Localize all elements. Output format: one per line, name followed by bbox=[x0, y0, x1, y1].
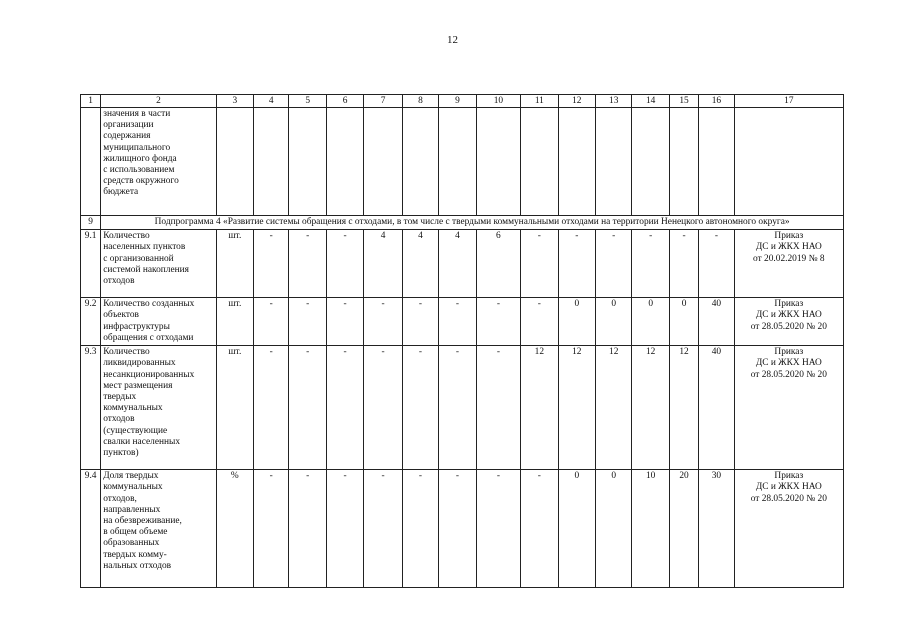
column-header-3: 3 bbox=[216, 95, 253, 108]
empty-cell bbox=[558, 108, 595, 216]
value-cell-col-11: 12 bbox=[521, 346, 558, 470]
indicator-name-line: нальных отходов bbox=[103, 560, 172, 571]
indicator-name-line: отходов bbox=[103, 276, 135, 287]
value-cell-col-5: - bbox=[289, 230, 326, 298]
value-cell-col-9: - bbox=[439, 346, 476, 470]
unit-cell: % bbox=[216, 470, 253, 588]
empty-cell bbox=[326, 108, 363, 216]
value-cell-col-14: 10 bbox=[632, 470, 669, 588]
empty-cell bbox=[439, 108, 476, 216]
column-header-9: 9 bbox=[439, 95, 476, 108]
column-header-15: 15 bbox=[669, 95, 698, 108]
value-cell-col-15: 0 bbox=[669, 298, 698, 346]
indicator-name-line: Количество bbox=[103, 347, 150, 358]
column-header-11: 11 bbox=[521, 95, 558, 108]
value-cell-col-15: 12 bbox=[669, 346, 698, 470]
value-cell-col-8: - bbox=[402, 298, 438, 346]
value-cell-col-6: - bbox=[326, 230, 363, 298]
indicator-name-line: твердых комму- bbox=[103, 549, 167, 560]
value-cell-col-9: - bbox=[439, 470, 476, 588]
indicator-name-cell bbox=[101, 346, 216, 470]
unit-cell: шт. bbox=[216, 346, 253, 470]
value-cell-col-6: - bbox=[326, 298, 363, 346]
empty-cell bbox=[364, 108, 402, 216]
column-header-17: 17 bbox=[734, 95, 843, 108]
indicator-name-line: населенных пунктов bbox=[103, 242, 186, 253]
table-row bbox=[81, 470, 844, 588]
value-cell-col-14: 12 bbox=[632, 346, 669, 470]
value-cell-col-9: - bbox=[439, 298, 476, 346]
indicator-name-cell bbox=[101, 298, 216, 346]
value-cell-col-7: - bbox=[364, 470, 402, 588]
empty-cell bbox=[476, 108, 521, 216]
source-document-line: от 20.02.2019 № 8 bbox=[753, 253, 825, 264]
source-document-cell bbox=[734, 230, 843, 298]
indicator-name-line: коммунальных bbox=[103, 403, 163, 414]
continuation-row bbox=[81, 108, 844, 216]
empty-cell bbox=[596, 108, 632, 216]
value-cell-col-7: - bbox=[364, 346, 402, 470]
column-header-7: 7 bbox=[364, 95, 402, 108]
indicator-name-line: несанкционированных bbox=[103, 369, 195, 380]
value-cell-col-13: 0 bbox=[596, 470, 632, 588]
value-cell-col-4: - bbox=[254, 230, 289, 298]
value-cell-col-11: - bbox=[521, 298, 558, 346]
column-header-14: 14 bbox=[632, 95, 669, 108]
value-cell-col-4: - bbox=[254, 470, 289, 588]
source-document-cell bbox=[734, 470, 843, 588]
section-number: 9 bbox=[81, 216, 101, 230]
value-cell-col-7: 4 bbox=[364, 230, 402, 298]
source-document-line: ДС и ЖКХ НАО bbox=[755, 242, 822, 253]
column-header-4: 4 bbox=[254, 95, 289, 108]
value-cell-col-16: 40 bbox=[699, 346, 734, 470]
indicator-name-line: муниципального bbox=[103, 142, 171, 153]
empty-cell bbox=[521, 108, 558, 216]
indicator-name-line: бюджета bbox=[103, 187, 139, 198]
indicator-name-line: Количество созданных bbox=[103, 299, 195, 310]
row-number: 9.4 bbox=[81, 470, 101, 588]
unit-cell: шт. bbox=[216, 298, 253, 346]
value-cell-col-10: 6 bbox=[476, 230, 521, 298]
column-header-8: 8 bbox=[402, 95, 438, 108]
indicator-name-line: твердых bbox=[103, 392, 137, 403]
empty-cell bbox=[289, 108, 326, 216]
value-cell-col-11: - bbox=[521, 470, 558, 588]
indicators-table bbox=[80, 94, 844, 588]
value-cell-col-8: 4 bbox=[402, 230, 438, 298]
value-cell-col-11: - bbox=[521, 230, 558, 298]
source-document-line: от 28.05.2020 № 20 bbox=[750, 369, 827, 380]
source-document-line: Приказ bbox=[774, 299, 804, 310]
indicator-name-line: свалки населенных bbox=[103, 436, 181, 447]
value-cell-col-13: 0 bbox=[596, 298, 632, 346]
indicator-name-line: организации bbox=[103, 120, 154, 131]
empty-cell bbox=[632, 108, 669, 216]
indicator-name-line: жилищного фонда bbox=[103, 153, 177, 164]
value-cell-col-12: 0 bbox=[558, 298, 595, 346]
unit-cell: шт. bbox=[216, 230, 253, 298]
value-cell-col-6: - bbox=[326, 470, 363, 588]
value-cell-col-14: 0 bbox=[632, 298, 669, 346]
value-cell-col-16: - bbox=[699, 230, 734, 298]
section-row bbox=[81, 216, 844, 230]
source-document-line: от 28.05.2020 № 20 bbox=[750, 321, 827, 332]
empty-cell bbox=[699, 108, 734, 216]
indicator-name-line: отходов, bbox=[103, 493, 137, 504]
value-cell-col-10: - bbox=[476, 298, 521, 346]
value-cell-col-16: 40 bbox=[699, 298, 734, 346]
value-cell-col-4: - bbox=[254, 346, 289, 470]
indicator-name-line: отходов bbox=[103, 414, 135, 425]
table-row bbox=[81, 230, 844, 298]
value-cell-col-5: - bbox=[289, 346, 326, 470]
value-cell-col-5: - bbox=[289, 298, 326, 346]
indicator-name-line: Доля твердых bbox=[103, 471, 159, 482]
row-number: 9.2 bbox=[81, 298, 101, 346]
value-cell-col-7: - bbox=[364, 298, 402, 346]
indicator-name-line: направленных bbox=[103, 504, 161, 515]
section-title: Подпрограмма 4 «Развитие системы обращения с отходами, в том числе с твердыми коммунальными отходами на территории Ненецкого автономного округа» bbox=[101, 216, 844, 230]
page-number: 12 bbox=[447, 34, 458, 46]
value-cell-col-6: - bbox=[326, 346, 363, 470]
indicator-name-line: в общем объеме bbox=[103, 527, 168, 538]
value-cell-col-5: - bbox=[289, 470, 326, 588]
value-cell-col-14: - bbox=[632, 230, 669, 298]
indicator-name-line: обращения с отходами bbox=[103, 332, 194, 343]
row-number: 9.1 bbox=[81, 230, 101, 298]
source-document-line: ДС и ЖКХ НАО bbox=[755, 482, 822, 493]
indicator-name-line: с использованием bbox=[103, 165, 175, 176]
table-row bbox=[81, 346, 844, 470]
column-header-6: 6 bbox=[326, 95, 363, 108]
indicator-name-line: с организованной bbox=[103, 253, 174, 264]
indicator-name-line: на обезвреживание, bbox=[103, 516, 182, 527]
column-header-1: 1 bbox=[81, 95, 101, 108]
value-cell-col-12: 12 bbox=[558, 346, 595, 470]
value-cell-col-4: - bbox=[254, 298, 289, 346]
indicator-name-cell bbox=[101, 108, 216, 216]
indicator-name-line: (существующие bbox=[103, 425, 168, 436]
indicator-name-line: пунктов) bbox=[103, 448, 139, 459]
value-cell-col-9: 4 bbox=[439, 230, 476, 298]
table-row bbox=[81, 298, 844, 346]
value-cell-col-8: - bbox=[402, 346, 438, 470]
header-row bbox=[81, 95, 844, 108]
value-cell-col-13: - bbox=[596, 230, 632, 298]
source-document-line: Приказ bbox=[774, 347, 804, 358]
value-cell-col-15: - bbox=[669, 230, 698, 298]
source-document-line: от 28.05.2020 № 20 bbox=[750, 493, 827, 504]
source-document-line: ДС и ЖКХ НАО bbox=[755, 310, 822, 321]
column-header-12: 12 bbox=[558, 95, 595, 108]
source-document-line: Приказ bbox=[774, 231, 804, 242]
indicator-name-line: значения в части bbox=[103, 109, 171, 119]
source-document-line: Приказ bbox=[774, 471, 804, 482]
empty-cell bbox=[254, 108, 289, 216]
value-cell-col-12: 0 bbox=[558, 470, 595, 588]
row-number: 9.3 bbox=[81, 346, 101, 470]
indicator-name-line: объектов bbox=[103, 310, 139, 321]
column-header-16: 16 bbox=[699, 95, 734, 108]
indicator-name-line: ликвидированных bbox=[103, 358, 176, 369]
value-cell-col-16: 30 bbox=[699, 470, 734, 588]
value-cell-col-15: 20 bbox=[669, 470, 698, 588]
indicator-name-cell bbox=[101, 230, 216, 298]
indicator-name-cell bbox=[101, 470, 216, 588]
empty-cell bbox=[669, 108, 698, 216]
value-cell-col-12: - bbox=[558, 230, 595, 298]
indicator-name-line: системой накопления bbox=[103, 264, 189, 275]
value-cell-col-13: 12 bbox=[596, 346, 632, 470]
indicator-name-line: Количество bbox=[103, 231, 150, 242]
value-cell-col-10: - bbox=[476, 346, 521, 470]
empty-cell bbox=[734, 108, 843, 216]
column-header-2: 2 bbox=[101, 95, 216, 108]
indicator-name-line: средств окружного bbox=[103, 176, 179, 187]
indicator-name-line: инфраструктуры bbox=[103, 321, 170, 332]
value-cell-col-8: - bbox=[402, 470, 438, 588]
empty-cell bbox=[216, 108, 253, 216]
value-cell-col-10: - bbox=[476, 470, 521, 588]
column-header-13: 13 bbox=[596, 95, 632, 108]
source-document-line: ДС и ЖКХ НАО bbox=[755, 358, 822, 369]
indicator-name-line: мест размещения bbox=[103, 380, 173, 391]
column-header-5: 5 bbox=[289, 95, 326, 108]
indicator-name-line: коммунальных bbox=[103, 482, 163, 493]
source-document-cell bbox=[734, 298, 843, 346]
empty-cell bbox=[402, 108, 438, 216]
indicator-name-line: образованных bbox=[103, 538, 160, 549]
source-document-cell bbox=[734, 346, 843, 470]
empty-cell bbox=[81, 108, 101, 216]
column-header-10: 10 bbox=[476, 95, 521, 108]
indicator-name-line: содержания bbox=[103, 131, 151, 142]
